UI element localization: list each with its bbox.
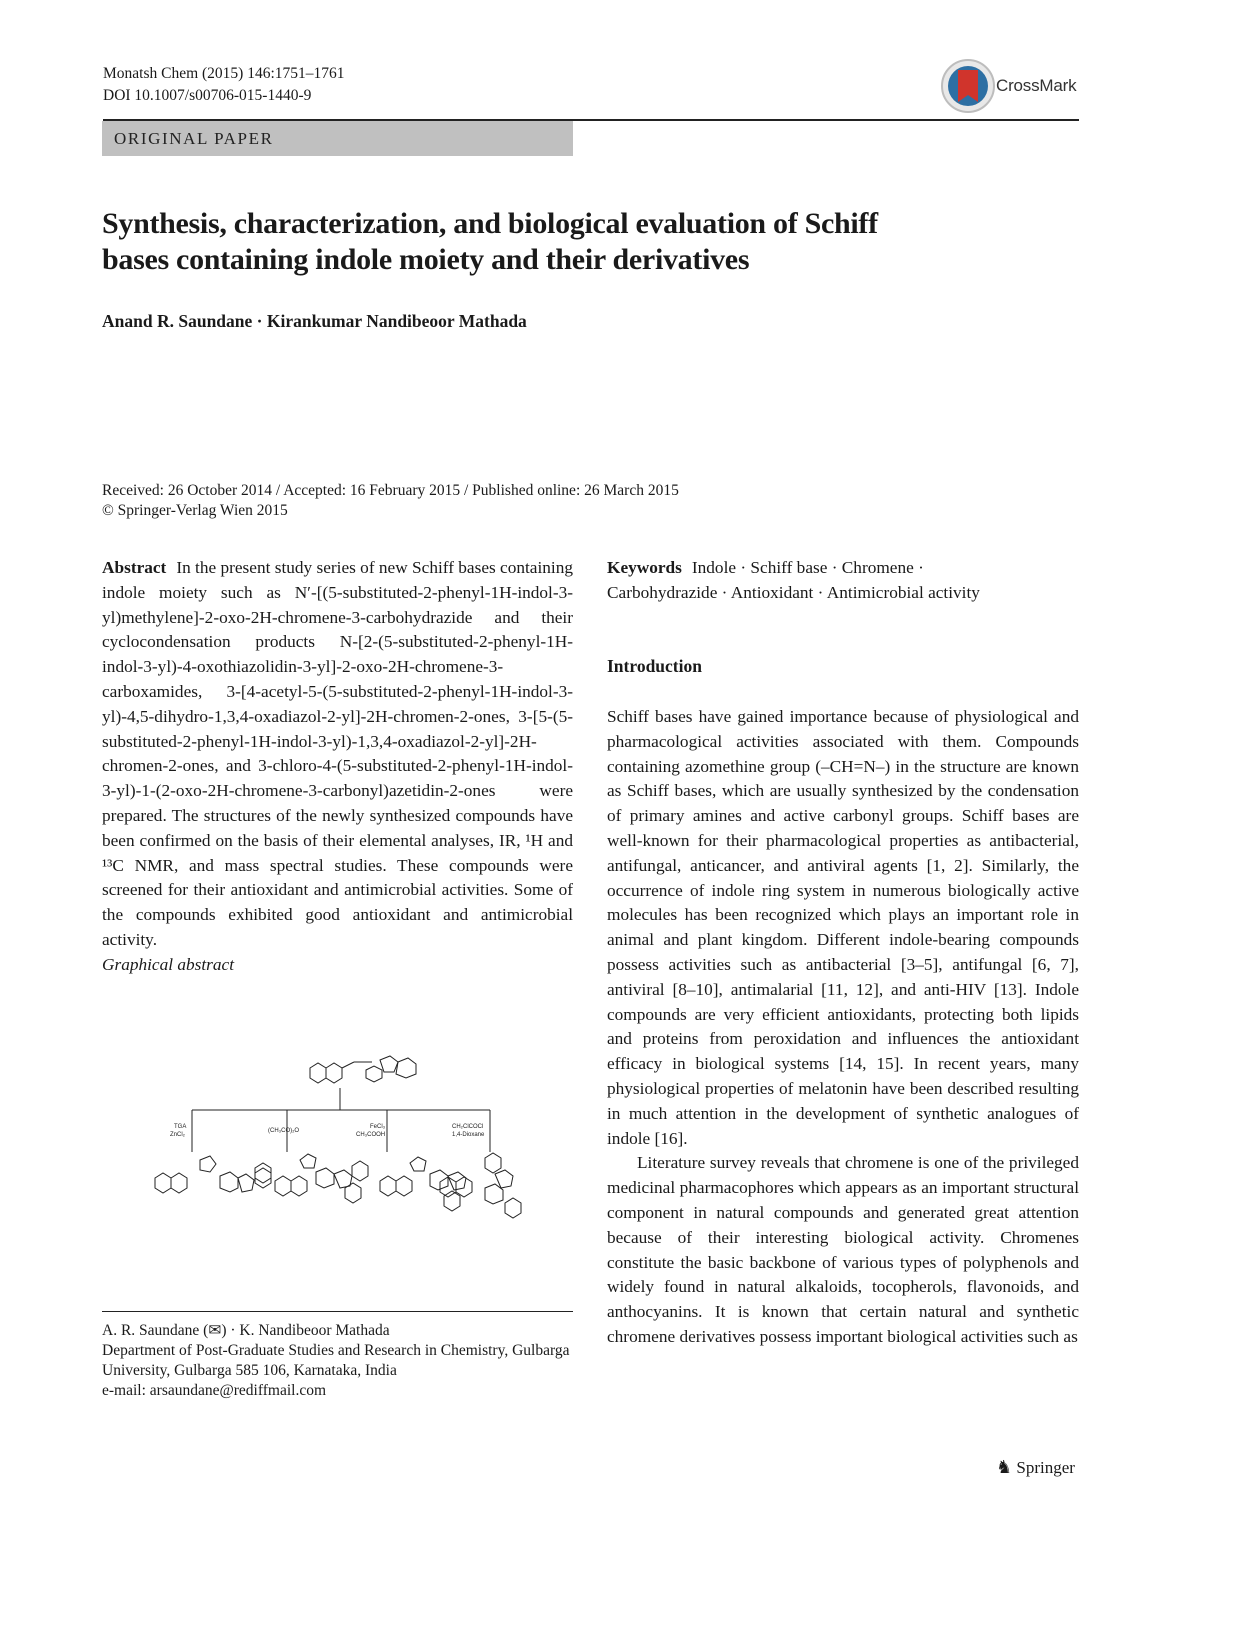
reagent-chloroacetyl-chloride: CH₂ClCOCl (452, 1124, 484, 1130)
keywords-label: Keywords (607, 558, 682, 577)
graphical-abstract-scheme (140, 1048, 540, 1228)
footnote-authors: A. R. Saundane (✉) · K. Nandibeoor Mathada (102, 1322, 390, 1339)
section-label: ORIGINAL PAPER (114, 129, 274, 148)
reagent-fecl3: FeCl₃ (370, 1124, 386, 1130)
graphical-abstract-label: Graphical abstract (102, 954, 235, 974)
abstract-label: Abstract (102, 558, 167, 577)
keywords-line-1: Indole · Schiff base · Chromene · (691, 558, 924, 577)
footnote-email[interactable]: e-mail: arsaundane@rediffmail.com (102, 1382, 327, 1399)
reagent-dioxane: 1,4-Dioxane (452, 1132, 485, 1138)
introduction-heading: Introduction (607, 656, 702, 676)
reagent-tga: TGA (174, 1124, 187, 1130)
abstract (102, 556, 573, 978)
reagent-acetic-acid: CH₃COOH (356, 1132, 386, 1138)
received-accepted-published: Received: 26 October 2014 / Accepted: 16 February 2015 / Published online: 26 March 2015 (102, 482, 679, 499)
reagent-acetic-anhydride: (CH₃CO)₂O (268, 1128, 300, 1134)
springer-horse-icon: ♞ (996, 1457, 1013, 1477)
keywords-line-2: Carbohydrazide · Antioxidant · Antimicrobial activity (607, 582, 980, 602)
introduction-body (607, 705, 1079, 1350)
author-affiliation (102, 1321, 573, 1401)
footnote-rule (102, 1311, 573, 1312)
reaction-scheme-diagram (140, 1048, 540, 1228)
title-line-1: Synthesis, characterization, and biological evaluation of Schiff (102, 207, 878, 240)
journal-citation: Monatsh Chem (2015) 146:1751–1761 (103, 65, 345, 82)
paper-title (102, 206, 1002, 278)
doi[interactable]: DOI 10.1007/s00706-015-1440-9 (103, 87, 312, 104)
crossmark-icon (940, 58, 996, 114)
springer-label: Springer (1016, 1458, 1075, 1477)
abstract-text: In the present study series of new Schiff bases containing indole moiety such as N′-[(5-substituted-2-phenyl-1H-indol-3-yl)methylene]-2-oxo-2H-chromene-3-carbohydrazide and their cyclocondensation products N-[2-(5-substituted-2-phenyl-1H-indol-3-yl)-4-oxothiazolidin-3-yl]-2-oxo-2H-chromene-3-carboxamides, 3-[4-acetyl-5-(5-substituted-2-phenyl-1H-indol-3-yl)-4,5-dihydro-1,3,4-oxadiazol-2-yl]-2H-chromen-2-ones, 3-[5-(5-substituted-2-phenyl-1H-indol-3-yl)-1,3,4-oxadiazol-2-yl]-2H-chromen-2-ones, and 3-chloro-4-(5-substituted-2-phenyl-1H-indol-3-yl)-1-(2-oxo-2H-chromene-3-carbonyl)azetidin-2-ones were prepared. The structures of the newly synthesized compounds have been confirmed on the basis of their elemental analyses, IR, ¹H and ¹³C NMR, and mass spectral studies. These compounds were screened for their antioxidant and antimicrobial activities. Some of the compounds exhibited good antioxidant and antimicrobial activity. (102, 558, 573, 949)
authors: Anand R. Saundane · Kirankumar Nandibeoor Mathada (102, 311, 527, 331)
copyright: © Springer-Verlag Wien 2015 (102, 502, 288, 519)
footnote-department: Department of Post-Graduate Studies and Research in Chemistry, Gulbarga University, Gulbarga 585 106, Karnataka, India (102, 1342, 570, 1379)
title-line-2: bases containing indole moiety and their derivatives (102, 243, 750, 276)
section-bar (102, 121, 573, 156)
springer-footer (996, 1457, 1075, 1478)
reagent-zncl2: ZnCl₂ (170, 1132, 185, 1138)
keywords (607, 556, 1079, 606)
article-dates (102, 481, 679, 521)
introduction-paragraph-2: Literature survey reveals that chromene is one of the privileged medicinal pharmacophores which appears as an important structural component in natural compounds and generated great attention because of their interesting biological activity. Chromenes constitute the basic backbone of various types of polyphenols and widely found in natural alkaloids, tocopherols, flavonoids, and anthocyanins. It is known that certain natural and synthetic chromene derivatives possess important biological activities such as (607, 1153, 1079, 1346)
crossmark-label: CrossMark (996, 76, 1077, 95)
introduction-paragraph-1: Schiff bases have gained importance because of physiological and pharmacological activities associated with them. Compounds containing azomethine group (–CH=N–) in the structure are known as Schiff bases, which are usually synthesized by the condensation of primary amines and active carbonyl groups. Schiff bases are well-known for their pharmacological properties as antibacterial, antifungal, anticancer, and antiviral agents [1, 2]. Similarly, the occurrence of indole ring system in numerous biologically active molecules has been recognized which plays an important role in animal and plant kingdom. Different indole-bearing compounds possess activities such as antibacterial [3–5], antifungal [6, 7], antiviral [8–10], antimalarial [11, 12], and anti-HIV [13]. Indole compounds are very efficient antioxidants, protecting both lipids and proteins from peroxidation and influences the antioxidant efficacy in biological systems [14, 15]. In recent years, many physiological properties of melatonin have been described resulting in much attention in the development of synthetic analogues of indole [16]. (607, 707, 1079, 1148)
